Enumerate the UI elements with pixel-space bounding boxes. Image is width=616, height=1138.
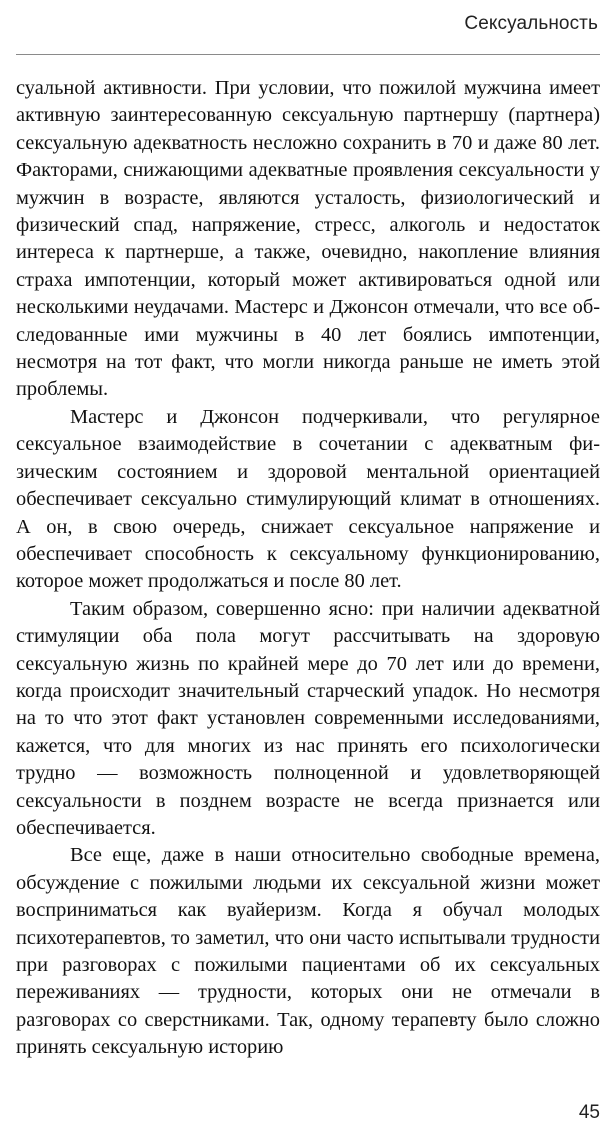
paragraph-2: Мастерс и Джонсон подчеркивали, что регулярное сексуальное взаимодействие в сочетании с адекватным физическим состоянием и здоровой ментальной ориентацией обеспечивает сексуально стимулирующий климат в отношениях. А он, в свою очередь, снижает сексуальное напряжение и обеспечивает способность к сексуальному функционированию, которое может продолжаться и после 80 лет. [16, 405, 600, 593]
page-number: 45 [578, 1102, 600, 1123]
running-header-title: Сексуальность [464, 13, 598, 34]
running-header [16, 0, 600, 55]
page-body [16, 75, 600, 1062]
paragraph-4: Все еще, даже в наши относительно свободные времена, обсуждение с пожилыми людьми их сексуальной жизни может восприниматься как вуайеризм. Когда я обучал молодых психотерапевтов, то заметил, что они часто испытывали трудности при разговорах с пожилыми пациентами об их сексуальных переживаниях — трудности, которых они не отмечали в разговорах со сверстниками. Так, одному терапевту было сложно принять сексуальную историю [16, 844, 600, 1059]
paragraph-1: суальной активности. При условии, что пожилой мужчина имеет активную заинтересованную сексуальную партнершу (партнера) сексуальную адекватность несложно сохранить в 70 и даже 80 лет. Факторами, снижающими адекватные проявления сексуальности у мужчин в возрасте, являются усталость, физиологический и физический спад, напряжение, стресс, алкоголь и недостаток интереса к партнерше, а также, очевидно, накопление влияния страха импотенции, который может активироваться одной или несколькими неудачами. Мастерс и Джонсон отмечали, что все обследованные ими мужчины в 40 лет боялись импотенции, несмотря на тот факт, что могли никогда раньше не иметь этой проблемы. [16, 77, 600, 401]
paragraph-3: Таким образом, совершенно ясно: при наличии адекватной стимуляции оба пола могут рассчитывать на здоровую сексуальную жизнь по крайней мере до 70 лет или до времени, когда происходит значительный старческий упадок. Но несмотря на то что этот факт установлен современными исследованиями, кажется, что для многих из нас принять его психологически трудно — возможность полноценной и удовлетворяющей сексуальности в позднем возрасте не всегда признается или обеспечивается. [16, 597, 600, 839]
